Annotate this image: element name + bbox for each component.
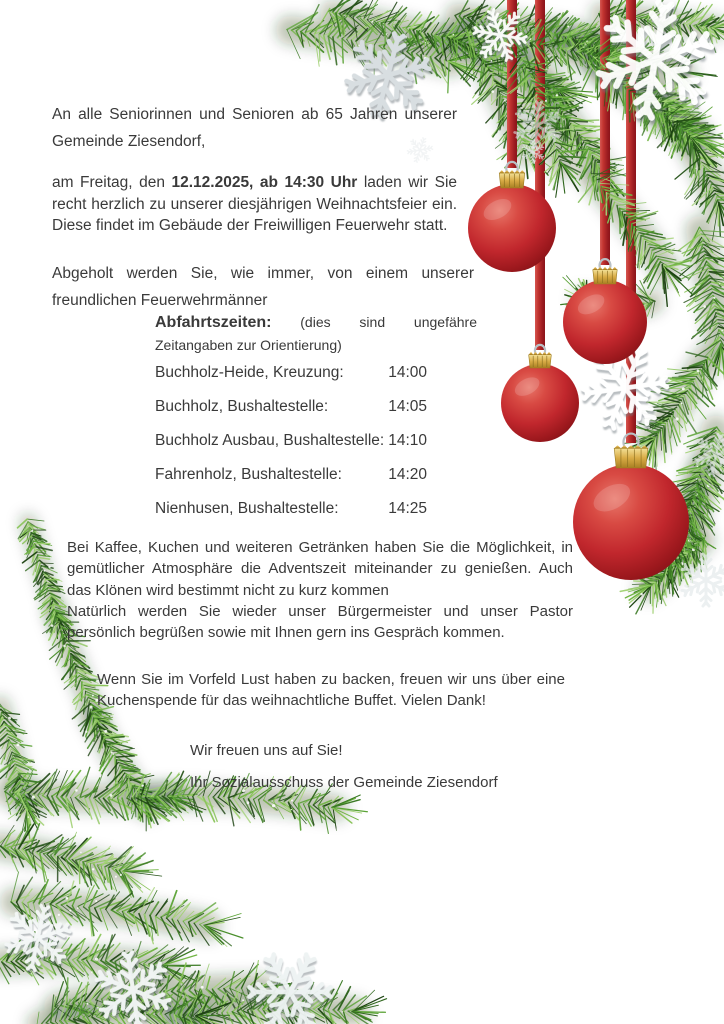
stop-location: Buchholz, Bushaltestelle: <box>155 398 329 415</box>
invitation-text-post: laden wir Sie recht herzlich zu unserer diesjährigen Weihnachtsfeier ein. Diese findet im Gebäude der Freiwilligen Feuerwehr statt. <box>52 174 458 234</box>
departure-row <box>155 430 427 451</box>
stop-time: 14:05 <box>388 398 427 415</box>
departure-row <box>155 396 427 417</box>
stop-location: Nienhusen, Bushaltestelle: <box>155 500 339 517</box>
stop-location: Fahrenholz, Bushaltestelle: <box>155 466 342 483</box>
departure-row <box>155 498 427 519</box>
invitation-datetime: 12.12.2025, ab 14:30 Uhr <box>171 174 358 191</box>
stop-time: 14:20 <box>388 466 427 483</box>
bauble-icon <box>573 434 689 580</box>
signature-line: Ihr Sozialausschuss der Gemeinde Ziesendorf <box>190 774 498 791</box>
departure-label: Abfahrtszeiten: <box>155 314 272 331</box>
invitation-paragraph <box>52 172 457 237</box>
departure-heading <box>155 311 477 357</box>
departure-times-list <box>155 362 427 532</box>
baking-request-paragraph: Wenn Sie im Vorfeld Lust haben zu backen, freuen wir uns über eine Kuchenspende für das weihnachtliche Buffet. Vielen Dank! <box>97 671 565 709</box>
closing-line: Wir freuen uns auf Sie! <box>190 742 343 759</box>
program-text-1: Bei Kaffee, Kuchen und weiteren Getränken haben Sie die Möglichkeit, in gemütlicher Atmosphäre die Adventszeit miteinander zu genießen. Auch das Klönen wird bestimmt nicht zu kurz kommen <box>67 539 573 599</box>
departure-row <box>155 464 427 485</box>
stop-time: 14:25 <box>388 500 427 517</box>
program-text-2: Natürlich werden Sie wieder unser Bürgermeister und unser Pastor persönlich begrüßen sowie mit Ihnen gern ins Gespräch kommen. <box>67 602 573 642</box>
pickup-paragraph: Abgeholt werden Sie, wie immer, von einem unserer freundlichen Feuerwehrmänner <box>52 265 474 309</box>
program-paragraph <box>67 537 573 643</box>
salutation: An alle Seniorinnen und Senioren ab 65 Jahren unserer Gemeinde Ziesendorf, <box>52 106 457 150</box>
stop-location: Buchholz Ausbau, Bushaltestelle: <box>155 432 385 449</box>
invitation-text-pre: am Freitag, den <box>52 174 172 191</box>
baubles <box>468 162 689 580</box>
departure-row <box>155 362 427 383</box>
stop-time: 14:00 <box>388 364 427 381</box>
bauble-icon <box>501 345 579 442</box>
stop-location: Buchholz-Heide, Kreuzung: <box>155 364 344 381</box>
departure-note: (dies sind ungefähre Zeitangaben zur Orientierung) <box>155 314 477 353</box>
stop-time: 14:10 <box>388 432 427 449</box>
